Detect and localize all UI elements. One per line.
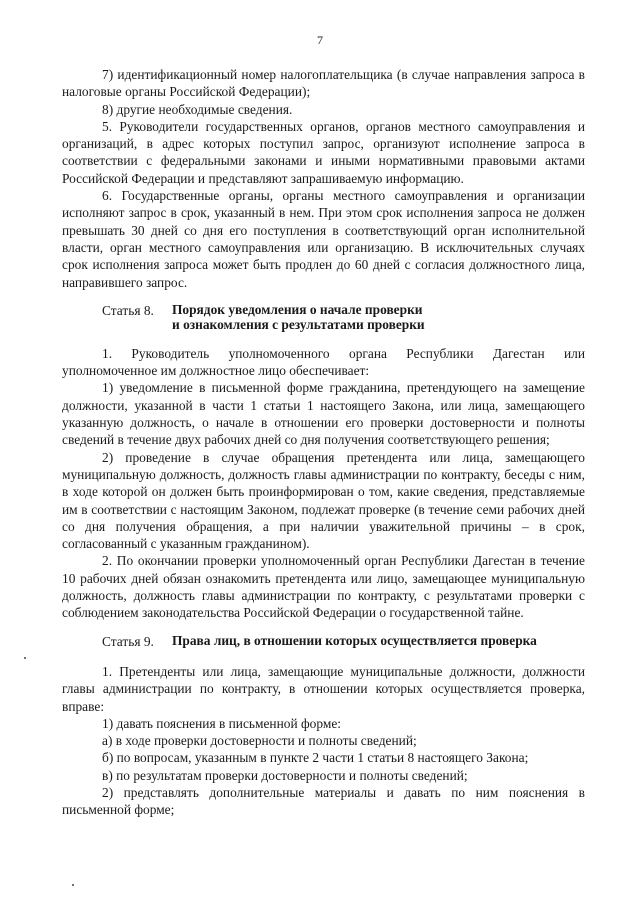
paragraph: 1) уведомление в письменной форме гражданина, претендующего на замещение должности, указанной в части 1 статьи 1 настоящего Закона, или лица, замещающего указанную должность, о начале в отношении его проверки достоверности и полноты сведений в течение двух рабочих дней со дня получения соответствующего решения; <box>62 380 585 448</box>
paragraph: 1) давать пояснения в письменной форме: <box>102 715 341 731</box>
paragraph: 2. По окончании проверки уполномоченный орган Республики Дагестан в течение 10 рабочих дней обязан ознакомить претендента или лицо, замещающее муниципальную должность, должность главы администрации по контракту, с результатами проверки с соблюдением законодательства Российской Федерации о государственной тайне. <box>62 553 585 621</box>
article-8-title-line-1: Порядок уведомления о начале проверки <box>172 301 423 317</box>
paragraph: б) по вопросам, указанным в пункте 2 части 1 статьи 8 настоящего Закона; <box>102 750 529 766</box>
paragraph: 7) идентификационный номер налогоплательщика (в случае направления запроса в налоговые органы Российской Федерации); <box>62 67 585 100</box>
article-9-heading <box>62 633 585 650</box>
article-9-title: Права лиц, в отношении которых осуществляется проверка <box>172 632 537 648</box>
paragraph: 1. Претенденты или лица, замещающие муниципальные должности, должности главы администрации по контракту, в отношении которых осуществляется проверка, вправе: <box>62 663 585 714</box>
document-body <box>62 66 585 819</box>
paragraph: а) в ходе проверки достоверности и полноты сведений; <box>102 733 417 749</box>
paragraph: 8) другие необходимые сведения. <box>102 101 293 117</box>
article-9-number: Статья 9. <box>102 633 154 649</box>
article-8-title <box>172 302 425 332</box>
paragraph: 2) представлять дополнительные материалы и давать по ним пояснения в письменной форме; <box>62 784 585 818</box>
article-8-number: Статья 8. <box>102 302 154 318</box>
paragraph: 6. Государственные органы, органы местного самоуправления и организации исполняют запрос в срок, указанный в нем. При этом срок исполнения запроса не должен превышать 30 дней со дня его поступления в соответствующий орган исполнительной власти, орган местного самоуправления или организацию. В исключительных случаях срок исполнения запроса может быть продлен до 60 дней с согласия должностного лица, направившего запрос. <box>62 188 585 290</box>
scan-speck <box>72 884 74 886</box>
paragraph: 1. Руководитель уполномоченного органа Республики Дагестан или уполномоченное им должностное лицо обеспечивает: <box>62 345 585 379</box>
paragraph: в) по результатам проверки достоверности и полноты сведений; <box>102 767 468 783</box>
scan-speck <box>24 657 26 659</box>
article-8-title-line-2: и ознакомления с результатами проверки <box>172 316 425 332</box>
article-8-heading <box>62 302 585 332</box>
paragraph: 5. Руководители государственных органов, органов местного самоуправления и организаций, в адрес которых поступил запрос, организуют исполнение запроса в соответствии с федеральными законами и иными нормативными правовыми актами Российской Федерации и представляют запрашиваемую информацию. <box>62 118 585 186</box>
paragraph: 2) проведение в случае обращения претендента или лица, замещающего муниципальную должность, должность главы администрации по контракту, беседы с ним, в ходе которой он должен быть проинформирован о том, какие сведения, представляемые им в соответствии с настоящим Законом, подлежат проверке (в течение семи рабочих дней со дня получения обращения, а при наличии уважительной причины – в срок, согласованный с указанным гражданином). <box>62 449 585 552</box>
page-number: 7 <box>317 33 323 47</box>
